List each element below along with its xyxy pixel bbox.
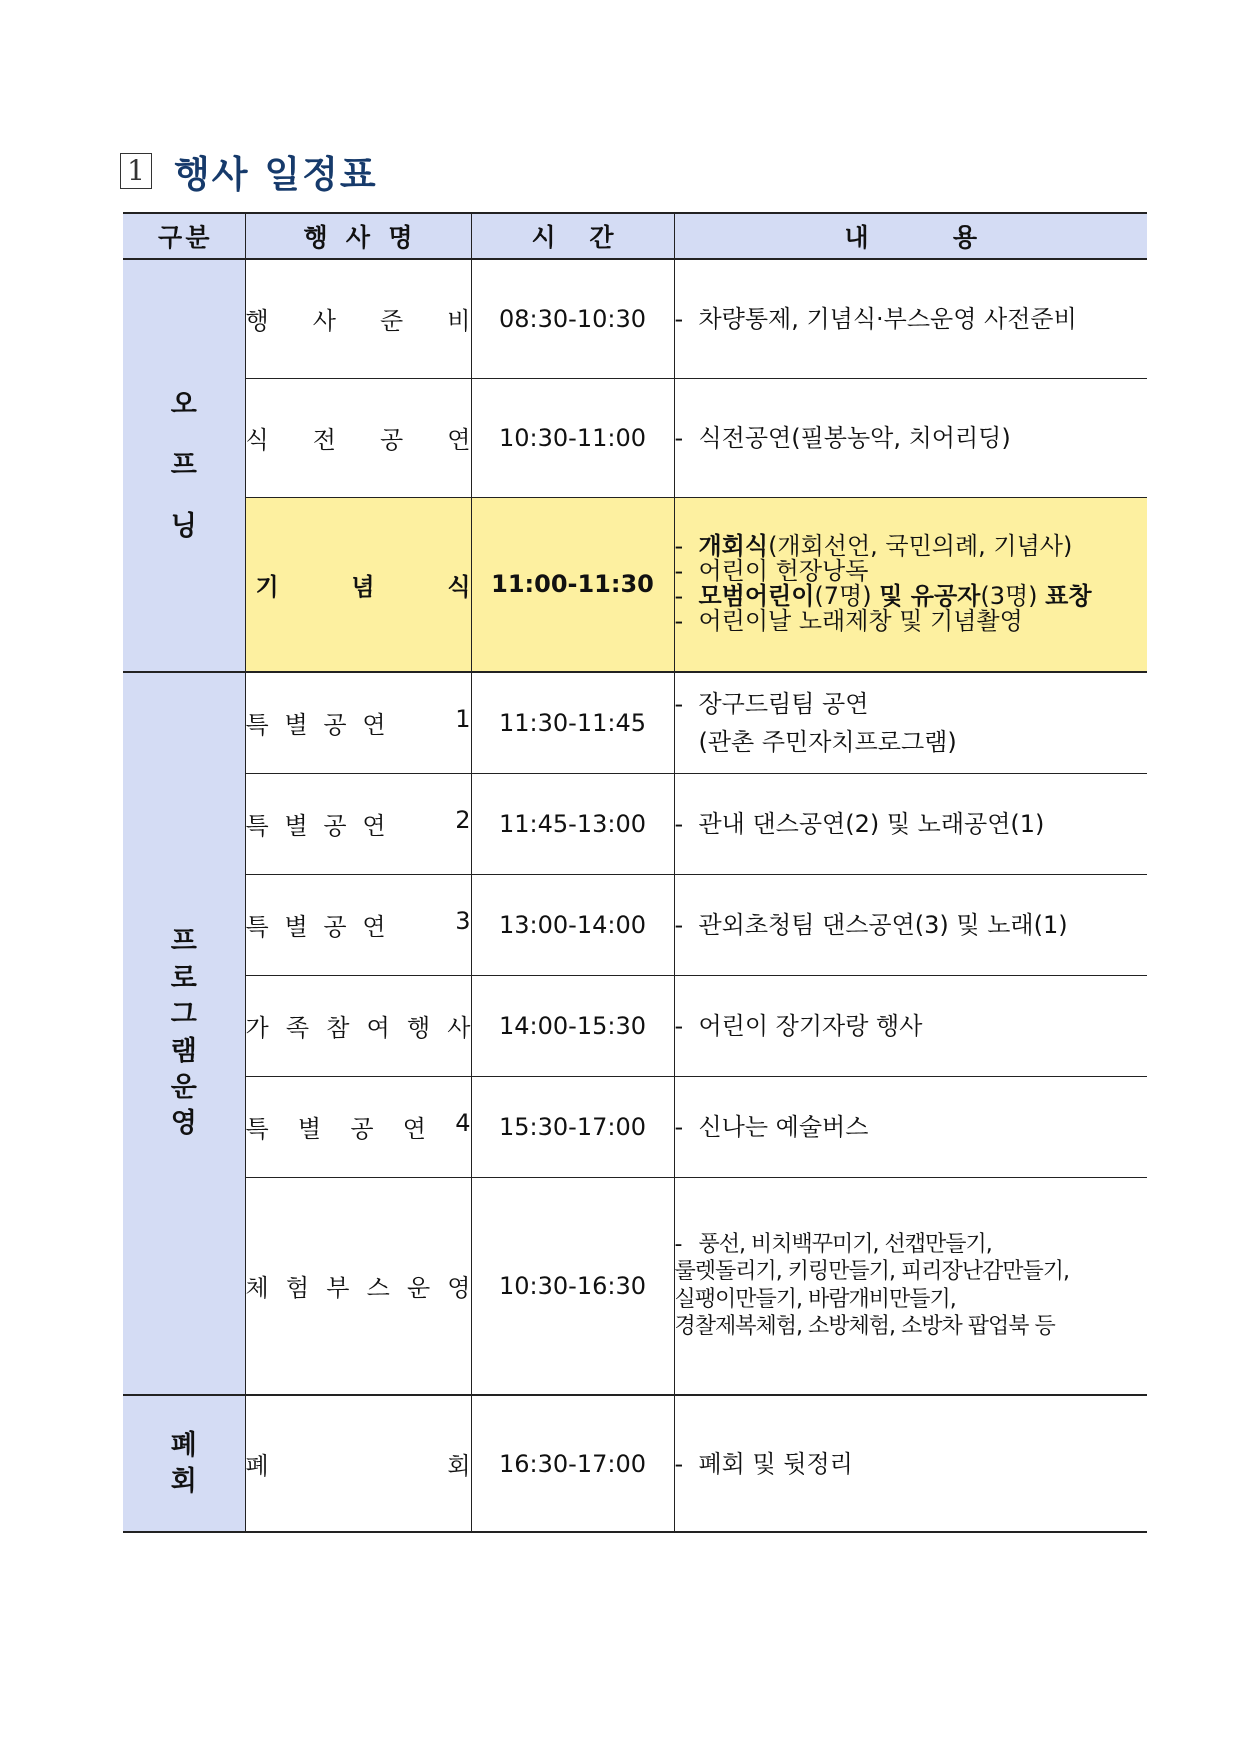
content-bold: 표창 bbox=[1045, 582, 1092, 611]
section-number-box: 1 bbox=[120, 153, 152, 189]
event-name: 특 별 공 연 3 bbox=[245, 907, 471, 941]
content-text: 관내 댄스공연(2) 및 노래공연(1) bbox=[698, 809, 1045, 838]
time-cell: 11:30-11:45 bbox=[471, 672, 674, 773]
table-row bbox=[123, 672, 1147, 773]
event-schedule-table bbox=[123, 212, 1147, 1533]
category-label: 오 프 닝 bbox=[170, 389, 197, 542]
event-name: 식 전 공 연 bbox=[245, 426, 471, 454]
table-header-row bbox=[123, 213, 1147, 259]
dash: - bbox=[674, 1231, 682, 1257]
col-header-category bbox=[123, 213, 245, 259]
table-row bbox=[123, 874, 1147, 975]
page-title: 행사 일정표 bbox=[174, 153, 378, 196]
table-row bbox=[123, 1177, 1147, 1395]
content-text: (관촌 주민자치프로그램) bbox=[698, 727, 957, 756]
time-cell: 08:30-10:30 bbox=[471, 259, 674, 378]
time-cell: 10:30-16:30 bbox=[471, 1177, 674, 1395]
content-text: 신나는 예술버스 bbox=[698, 1112, 869, 1141]
dash: - bbox=[674, 582, 684, 611]
table-row bbox=[123, 259, 1147, 378]
content-bold: 및 유공자 bbox=[879, 582, 981, 611]
content-cell bbox=[674, 773, 1147, 874]
col-header-category-text: 구 분 bbox=[158, 223, 210, 252]
content-cell bbox=[674, 1076, 1147, 1177]
event-name: 특 별 공 연 4 bbox=[245, 1109, 471, 1143]
dash: - bbox=[674, 910, 684, 939]
content-cell bbox=[674, 259, 1147, 378]
content-cell bbox=[674, 975, 1147, 1076]
event-name-cell bbox=[245, 1177, 471, 1395]
event-name-cell bbox=[245, 975, 471, 1076]
category-program bbox=[123, 672, 245, 1395]
event-name-cell bbox=[245, 497, 471, 672]
time-cell: 14:00-15:30 bbox=[471, 975, 674, 1076]
time-cell: 11:00-11:30 bbox=[471, 497, 674, 672]
table-row bbox=[123, 1395, 1147, 1532]
dash: - bbox=[674, 557, 684, 586]
category-closing bbox=[123, 1395, 245, 1532]
event-name-cell bbox=[245, 259, 471, 378]
content-text: 경찰제복체험, 소방체험, 소방차 팝업북 등 bbox=[674, 1314, 1055, 1340]
event-name: 체 험 부 스 운 영 bbox=[245, 1274, 471, 1303]
dash: - bbox=[674, 1449, 684, 1478]
dash: - bbox=[674, 531, 684, 560]
dash: - bbox=[674, 809, 684, 838]
event-name: 특 별 공 연 2 bbox=[245, 806, 471, 840]
event-name: 가 족 참 여 행 사 bbox=[245, 1014, 471, 1042]
table-row bbox=[123, 773, 1147, 874]
col-header-time-text: 시 간 bbox=[531, 223, 614, 252]
dash: - bbox=[674, 1112, 684, 1141]
event-name-cell bbox=[245, 1076, 471, 1177]
content-text: 어린이 헌장낭독 bbox=[698, 557, 869, 586]
content-text: (3명) bbox=[980, 582, 1046, 611]
event-name-cell bbox=[245, 672, 471, 773]
time-cell: 15:30-17:00 bbox=[471, 1076, 674, 1177]
event-name-cell bbox=[245, 874, 471, 975]
dash: - bbox=[674, 423, 684, 452]
content-text: 실팽이만들기, 바람개비만들기, bbox=[674, 1286, 956, 1312]
content-cell bbox=[674, 1395, 1147, 1532]
content-text: 어린이날 노래제창 및 기념촬영 bbox=[698, 607, 1023, 636]
col-header-time bbox=[471, 213, 674, 259]
content-text: 장구드림팀 공연 bbox=[698, 689, 869, 718]
col-header-event-name-text: 행 사 명 bbox=[303, 223, 413, 252]
col-header-content bbox=[674, 213, 1147, 259]
content-cell bbox=[674, 672, 1147, 773]
content-cell bbox=[674, 378, 1147, 497]
event-name: 행 사 준 비 bbox=[245, 307, 471, 336]
content-cell bbox=[674, 497, 1147, 672]
content-text: 풍선, 비치백꾸미기, 선캡만들기, bbox=[698, 1231, 992, 1257]
content-text: 룰렛돌리기, 키링만들기, 피리장난감만들기, bbox=[674, 1259, 1070, 1285]
content-bold: 모범어린이 bbox=[698, 582, 815, 611]
content-cell bbox=[674, 874, 1147, 975]
event-name: 기 념 식 bbox=[255, 572, 471, 601]
category-opening bbox=[123, 259, 245, 672]
event-name-cell bbox=[245, 378, 471, 497]
table-row bbox=[123, 1076, 1147, 1177]
content-text: 관외초청팀 댄스공연(3) 및 노래(1) bbox=[698, 910, 1068, 939]
section-heading bbox=[120, 146, 378, 196]
time-cell: 16:30-17:00 bbox=[471, 1395, 674, 1532]
content-text: 차량통제, 기념식·부스운영 사전준비 bbox=[698, 304, 1077, 333]
content-text: 식전공연(필봉농악, 치어리딩) bbox=[698, 423, 1011, 452]
content-text: (개회선언, 국민의례, 기념사) bbox=[768, 531, 1073, 560]
dash: - bbox=[674, 689, 684, 718]
table-row bbox=[123, 378, 1147, 497]
event-name: 특 별 공 연 1 bbox=[245, 705, 471, 740]
col-header-event-name bbox=[245, 213, 471, 259]
time-cell: 11:45-13:00 bbox=[471, 773, 674, 874]
col-header-content-text: 내 용 bbox=[844, 223, 977, 252]
content-bold: 개회식 bbox=[698, 531, 769, 560]
event-name-cell bbox=[245, 773, 471, 874]
table-row bbox=[123, 975, 1147, 1076]
time-cell: 13:00-14:00 bbox=[471, 874, 674, 975]
dash: - bbox=[674, 607, 684, 636]
time-cell: 10:30-11:00 bbox=[471, 378, 674, 497]
table-row-highlighted bbox=[123, 497, 1147, 672]
category-label: 프 로 그 램 운 영 bbox=[170, 926, 197, 1140]
category-label: 폐 회 bbox=[170, 1430, 197, 1497]
event-name: 폐 회 bbox=[245, 1452, 471, 1480]
content-text: (7명) bbox=[814, 582, 880, 611]
dash: - bbox=[674, 1011, 684, 1040]
content-cell bbox=[674, 1177, 1147, 1395]
content-text: 어린이 장기자랑 행사 bbox=[698, 1011, 923, 1040]
dash: - bbox=[674, 304, 684, 333]
content-text: 폐회 및 뒷정리 bbox=[698, 1449, 853, 1478]
event-name-cell bbox=[245, 1395, 471, 1532]
